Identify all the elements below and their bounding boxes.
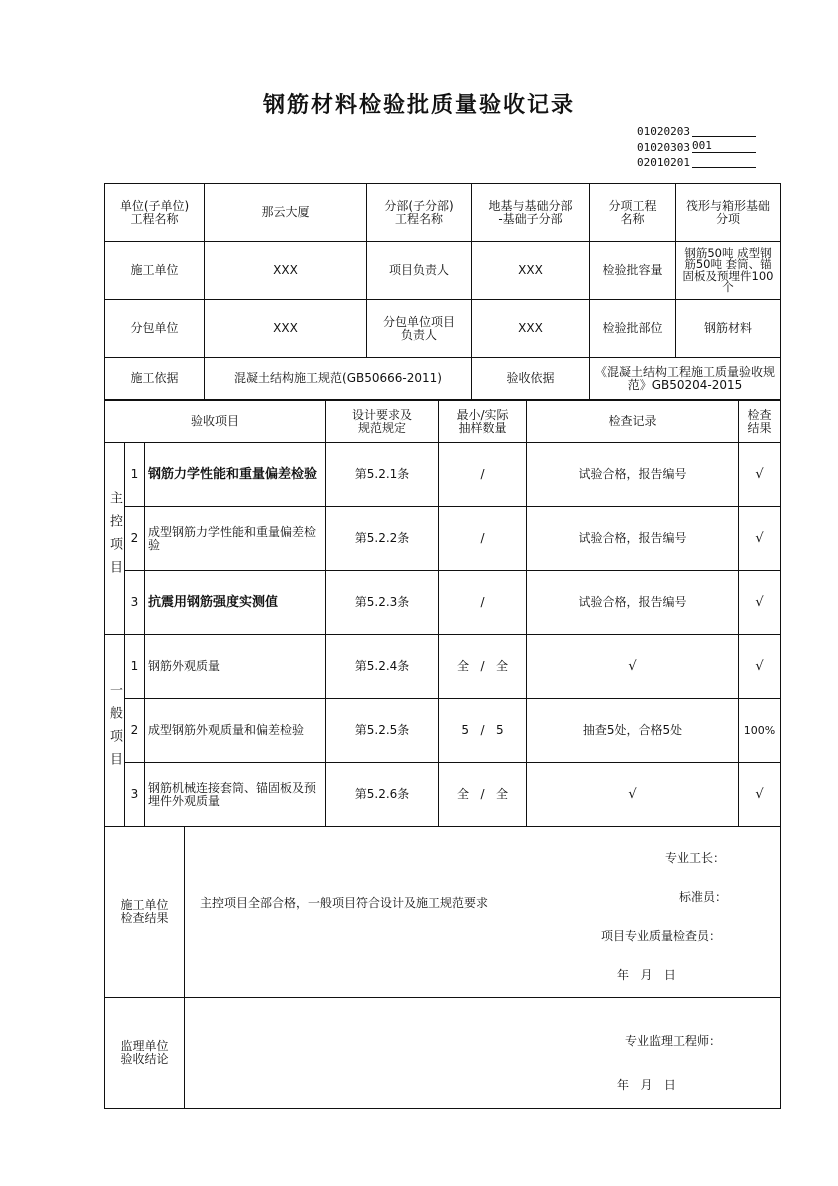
item-number: 3 bbox=[125, 763, 145, 827]
item-result[interactable]: √ bbox=[739, 571, 781, 635]
item-project-label: 分项工程 名称 bbox=[590, 184, 676, 242]
item-number: 1 bbox=[125, 635, 145, 699]
item-record[interactable]: 试验合格，报告编号 bbox=[527, 571, 739, 635]
batch-capacity-value[interactable]: 钢筋50吨 成型钢筋50吨 套筒、锚固板及预埋件100个 bbox=[676, 242, 781, 300]
table-row bbox=[105, 443, 781, 507]
supervision-label: 监理单位 验收结论 bbox=[105, 998, 185, 1109]
item-clause: 第5.2.4条 bbox=[326, 635, 439, 699]
inspection-codes bbox=[637, 124, 756, 171]
item-clause: 第5.2.1条 bbox=[326, 443, 439, 507]
item-result[interactable]: √ bbox=[739, 443, 781, 507]
item-record[interactable]: 试验合格，报告编号 bbox=[527, 507, 739, 571]
code-line bbox=[637, 124, 756, 140]
unit-label: 单位(子单位) 工程名称 bbox=[105, 184, 205, 242]
item-sample[interactable] bbox=[439, 635, 527, 699]
item-record[interactable]: 试验合格，报告编号 bbox=[527, 443, 739, 507]
code-number: 02010201 bbox=[637, 156, 690, 169]
project-manager-value[interactable]: XXX bbox=[472, 242, 590, 300]
signature-table bbox=[104, 826, 781, 1109]
col-header-item: 验收项目 bbox=[105, 401, 326, 443]
item-project-value[interactable]: 筏形与箱形基础 分项 bbox=[676, 184, 781, 242]
subcontractor-value[interactable]: XXX bbox=[205, 300, 367, 358]
construction-basis-value[interactable]: 混凝土结构施工规范(GB50666-2011) bbox=[205, 358, 472, 400]
item-name: 成型钢筋力学性能和重量偏差检验 bbox=[145, 507, 326, 571]
item-number: 1 bbox=[125, 443, 145, 507]
construction-basis-label: 施工依据 bbox=[105, 358, 205, 400]
table-row bbox=[105, 507, 781, 571]
general-group bbox=[105, 635, 125, 827]
code-number: 01020203 bbox=[637, 125, 690, 138]
construction-conclusion[interactable]: 主控项目全部合格，一般项目符合设计及施工规范要求 bbox=[199, 896, 488, 910]
table-row bbox=[105, 763, 781, 827]
general-label: 一般项目 bbox=[107, 683, 122, 775]
col-header-sample: 最小/实际 抽样数量 bbox=[439, 401, 527, 443]
item-clause: 第5.2.6条 bbox=[326, 763, 439, 827]
sample-min: 全 bbox=[457, 787, 470, 801]
item-name: 钢筋力学性能和重量偏差检验 bbox=[145, 443, 326, 507]
unit-value[interactable]: 那云大厦 bbox=[205, 184, 367, 242]
item-record[interactable]: √ bbox=[527, 763, 739, 827]
item-clause: 第5.2.3条 bbox=[326, 571, 439, 635]
item-clause: 第5.2.2条 bbox=[326, 507, 439, 571]
main-control-group bbox=[105, 443, 125, 635]
foreman-label: 专业工长： bbox=[665, 851, 726, 865]
standard-officer-label: 标准员： bbox=[679, 890, 728, 904]
header-table bbox=[104, 183, 781, 400]
supervision-engineer-label: 专业监理工程师： bbox=[625, 1034, 722, 1048]
page-title: 钢筋材料检验批质量验收记录 bbox=[262, 93, 575, 118]
table-row bbox=[105, 635, 781, 699]
quality-inspector-label: 项目专业质量检查员： bbox=[601, 929, 722, 943]
item-result[interactable]: √ bbox=[739, 507, 781, 571]
item-result[interactable]: √ bbox=[739, 763, 781, 827]
sample-min: 全 bbox=[457, 659, 470, 673]
main-control-label: 主控项目 bbox=[107, 491, 122, 583]
table-row bbox=[105, 571, 781, 635]
construction-check-label: 施工单位 检查结果 bbox=[105, 827, 185, 998]
code-blank[interactable] bbox=[692, 155, 756, 168]
item-record[interactable]: √ bbox=[527, 635, 739, 699]
acceptance-basis-label: 验收依据 bbox=[472, 358, 590, 400]
batch-capacity-label: 检验批容量 bbox=[590, 242, 676, 300]
sub-pm-label: 分包单位项目 负责人 bbox=[367, 300, 472, 358]
item-name: 成型钢筋外观质量和偏差检验 bbox=[145, 699, 326, 763]
item-sample[interactable] bbox=[439, 699, 527, 763]
construction-check-area bbox=[185, 827, 781, 998]
item-clause: 第5.2.5条 bbox=[326, 699, 439, 763]
item-sample[interactable]: / bbox=[439, 443, 527, 507]
sample-actual: 全 bbox=[496, 659, 509, 673]
item-number: 2 bbox=[125, 507, 145, 571]
item-sample[interactable]: / bbox=[439, 571, 527, 635]
sub-pm-value[interactable]: XXX bbox=[472, 300, 590, 358]
code-suffix[interactable]: 001 bbox=[692, 140, 756, 153]
sample-slash: / bbox=[480, 787, 485, 801]
batch-location-value[interactable]: 钢筋材料 bbox=[676, 300, 781, 358]
code-line bbox=[637, 155, 756, 171]
sample-slash: / bbox=[480, 723, 485, 737]
contractor-value[interactable]: XXX bbox=[205, 242, 367, 300]
item-result[interactable]: √ bbox=[739, 635, 781, 699]
sub-project-label: 分部(子分部) 工程名称 bbox=[367, 184, 472, 242]
sample-slash: / bbox=[480, 659, 485, 673]
item-number: 2 bbox=[125, 699, 145, 763]
contractor-label: 施工单位 bbox=[105, 242, 205, 300]
sample-min: 5 bbox=[461, 723, 470, 737]
code-blank[interactable] bbox=[692, 124, 756, 137]
construction-date[interactable]: 年 月 日 bbox=[617, 968, 676, 982]
supervision-area bbox=[185, 998, 781, 1109]
col-header-design: 设计要求及 规范规定 bbox=[326, 401, 439, 443]
sample-actual: 全 bbox=[496, 787, 509, 801]
item-result[interactable]: 100% bbox=[739, 699, 781, 763]
item-name: 钢筋机械连接套筒、锚固板及预埋件外观质量 bbox=[145, 763, 326, 827]
item-sample[interactable] bbox=[439, 763, 527, 827]
code-number: 01020303 bbox=[637, 140, 690, 154]
item-sample[interactable]: / bbox=[439, 507, 527, 571]
item-number: 3 bbox=[125, 571, 145, 635]
item-name: 钢筋外观质量 bbox=[145, 635, 326, 699]
acceptance-items-table bbox=[104, 400, 781, 827]
item-record[interactable]: 抽查5处，合格5处 bbox=[527, 699, 739, 763]
sub-project-value[interactable]: 地基与基础分部 -基础子分部 bbox=[472, 184, 590, 242]
col-header-record: 检查记录 bbox=[527, 401, 739, 443]
project-manager-label: 项目负责人 bbox=[367, 242, 472, 300]
supervision-date[interactable]: 年 月 日 bbox=[617, 1078, 676, 1092]
batch-location-label: 检验批部位 bbox=[590, 300, 676, 358]
col-header-result: 检查 结果 bbox=[739, 401, 781, 443]
acceptance-basis-value[interactable]: 《混凝土结构工程施工质量验收规范》GB50204-2015 bbox=[590, 358, 781, 400]
code-line bbox=[637, 140, 756, 156]
table-row bbox=[105, 699, 781, 763]
sample-actual: 5 bbox=[496, 723, 504, 737]
item-name: 抗震用钢筋强度实测值 bbox=[145, 571, 326, 635]
subcontractor-label: 分包单位 bbox=[105, 300, 205, 358]
